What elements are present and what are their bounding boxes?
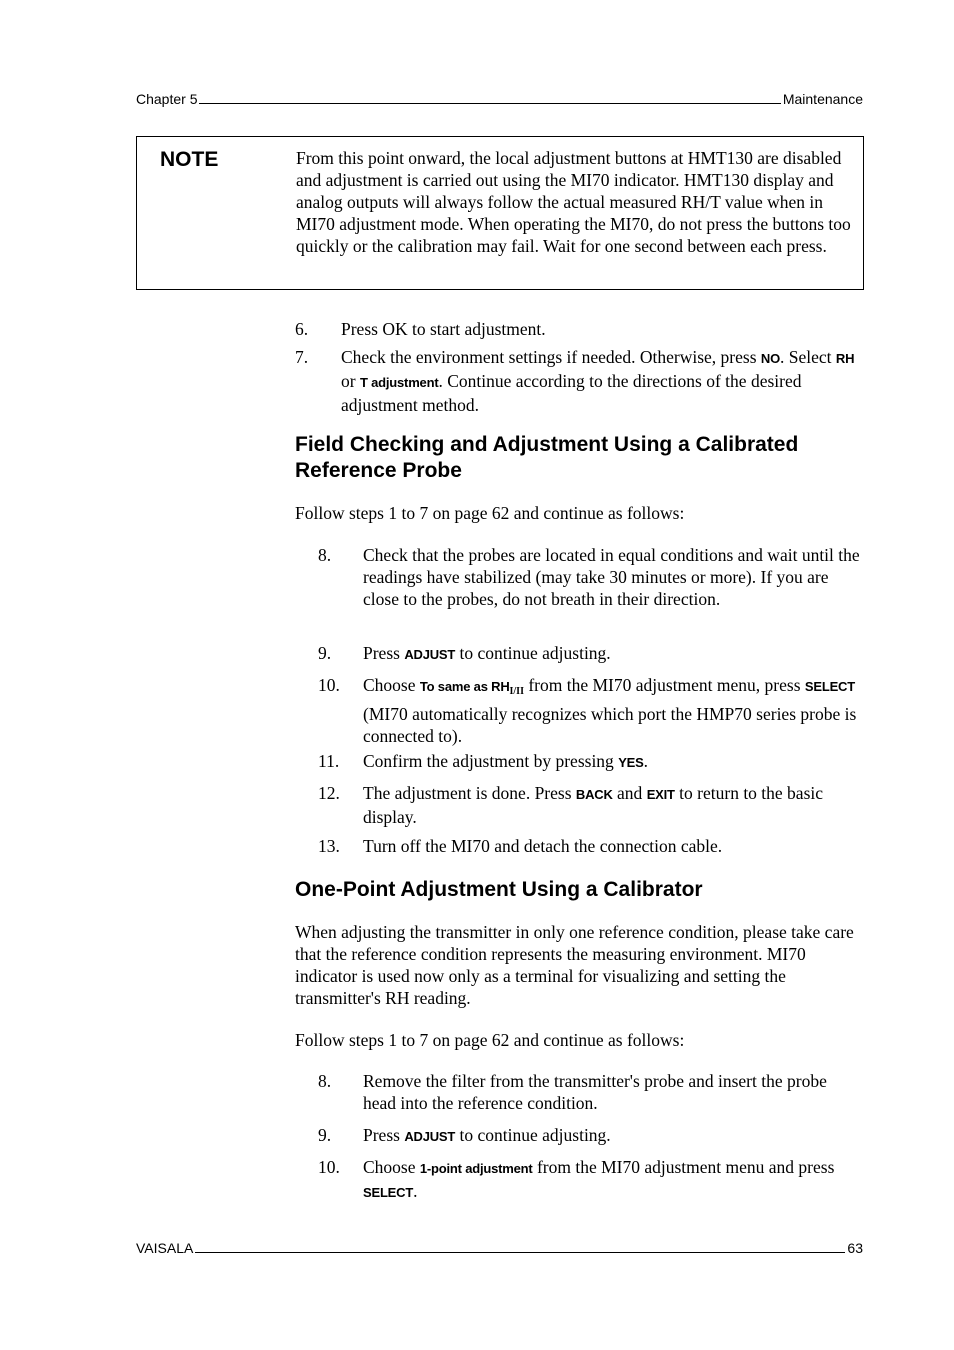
key-no: NO xyxy=(760,351,780,366)
header-chapter: Chapter 5 xyxy=(136,91,198,107)
key-t-adjustment: T adjustment xyxy=(359,375,439,390)
key-exit: EXIT xyxy=(646,787,675,802)
key-select: SELECT xyxy=(804,679,855,694)
step-text: Check the environment settings if needed. Otherwise, press NO. Select RH or T adjustment. Continue according to the directions of the desired adjustment method. xyxy=(341,347,855,415)
step-number: 6. xyxy=(295,319,309,339)
key-adjust: ADJUST xyxy=(404,647,456,662)
step-number: 10. xyxy=(318,675,340,695)
step-text: Check that the probes are located in equal conditions and wait until the readings have stabilized (may take 30 minutes or more). If you are close to the probes, do not breath in their direction. xyxy=(363,545,860,609)
step-number: 9. xyxy=(318,643,332,663)
note-label: NOTE xyxy=(160,148,219,171)
step-text: Remove the filter from the transmitter's probe and insert the probe head into the reference condition. xyxy=(363,1071,827,1113)
key-yes: YES xyxy=(618,755,644,770)
step-number: 10. xyxy=(318,1157,340,1177)
step-text: Choose To same as $RH_{I/II}$ from the MI70 adjustment menu, press SELECT (MI70 automatically recognizes which port the HMP70 series probe is connected to). xyxy=(363,675,857,746)
footer-rule xyxy=(195,1252,845,1253)
step-text: The adjustment is done. Press BACK and EXIT to return to the basic display. xyxy=(363,783,824,827)
step-number: 8. xyxy=(318,1071,332,1091)
note-box xyxy=(136,136,864,290)
step-number: 7. xyxy=(295,347,309,367)
key-1-point-adjustment: 1-point adjustment xyxy=(419,1161,533,1176)
step-number: 8. xyxy=(318,545,332,565)
key-subscript: I/II xyxy=(509,686,524,697)
section2-intro: Follow steps 1 to 7 on page 62 and continue as follows: xyxy=(295,1030,685,1050)
section-heading-one-point: One-Point Adjustment Using a Calibrator xyxy=(295,878,703,901)
header-section: Maintenance xyxy=(782,91,863,107)
page-header xyxy=(136,91,863,107)
step-number: 12. xyxy=(318,783,340,803)
step-text: Press ADJUST to continue adjusting. xyxy=(363,643,611,663)
key-adjust: ADJUST xyxy=(404,1129,456,1144)
step-number: 13. xyxy=(318,836,340,856)
note-text: From this point onward, the local adjustment buttons at HMT130 are disabled and adjustment is carried out using the MI70 indicator. HMT130 display and analog outputs will always follow the actual measured RH/T value when in MI70 adjustment mode. When operating the MI70, do not press the buttons too quickly or the calibration may fail. Wait for one second between each press. xyxy=(296,148,851,256)
page-number: 63 xyxy=(847,1240,863,1256)
step-text: Press OK to start adjustment. xyxy=(341,319,546,339)
step-number: 11. xyxy=(318,751,340,771)
step-text: Press ADJUST to continue adjusting. xyxy=(363,1125,611,1145)
section1-intro: Follow steps 1 to 7 on page 62 and continue as follows: xyxy=(295,503,685,523)
key-to-same-as-rh: To same as RH xyxy=(419,679,510,694)
step-text: Confirm the adjustment by pressing YES. xyxy=(363,751,648,771)
section-heading-field-checking: Field Checking and Adjustment Using a Calibrated Reference Probe xyxy=(295,433,799,482)
step-number: 9. xyxy=(318,1125,332,1145)
page-footer xyxy=(136,1240,863,1256)
key-select: SELECT xyxy=(363,1185,414,1200)
key-rh: RH xyxy=(835,351,855,366)
footer-company: VAISALA xyxy=(136,1240,194,1256)
key-back: BACK xyxy=(575,787,613,802)
section2-paragraph: When adjusting the transmitter in only one reference condition, please take care that the reference condition represents the measuring environment. MI70 indicator is used now only as a terminal for visualizing and setting the transmitter's RH reading. xyxy=(295,922,854,1008)
step-text: Choose 1-point adjustment from the MI70 adjustment menu and press SELECT. xyxy=(363,1157,835,1201)
header-rule xyxy=(199,103,780,104)
step-text: Turn off the MI70 and detach the connection cable. xyxy=(363,836,723,856)
